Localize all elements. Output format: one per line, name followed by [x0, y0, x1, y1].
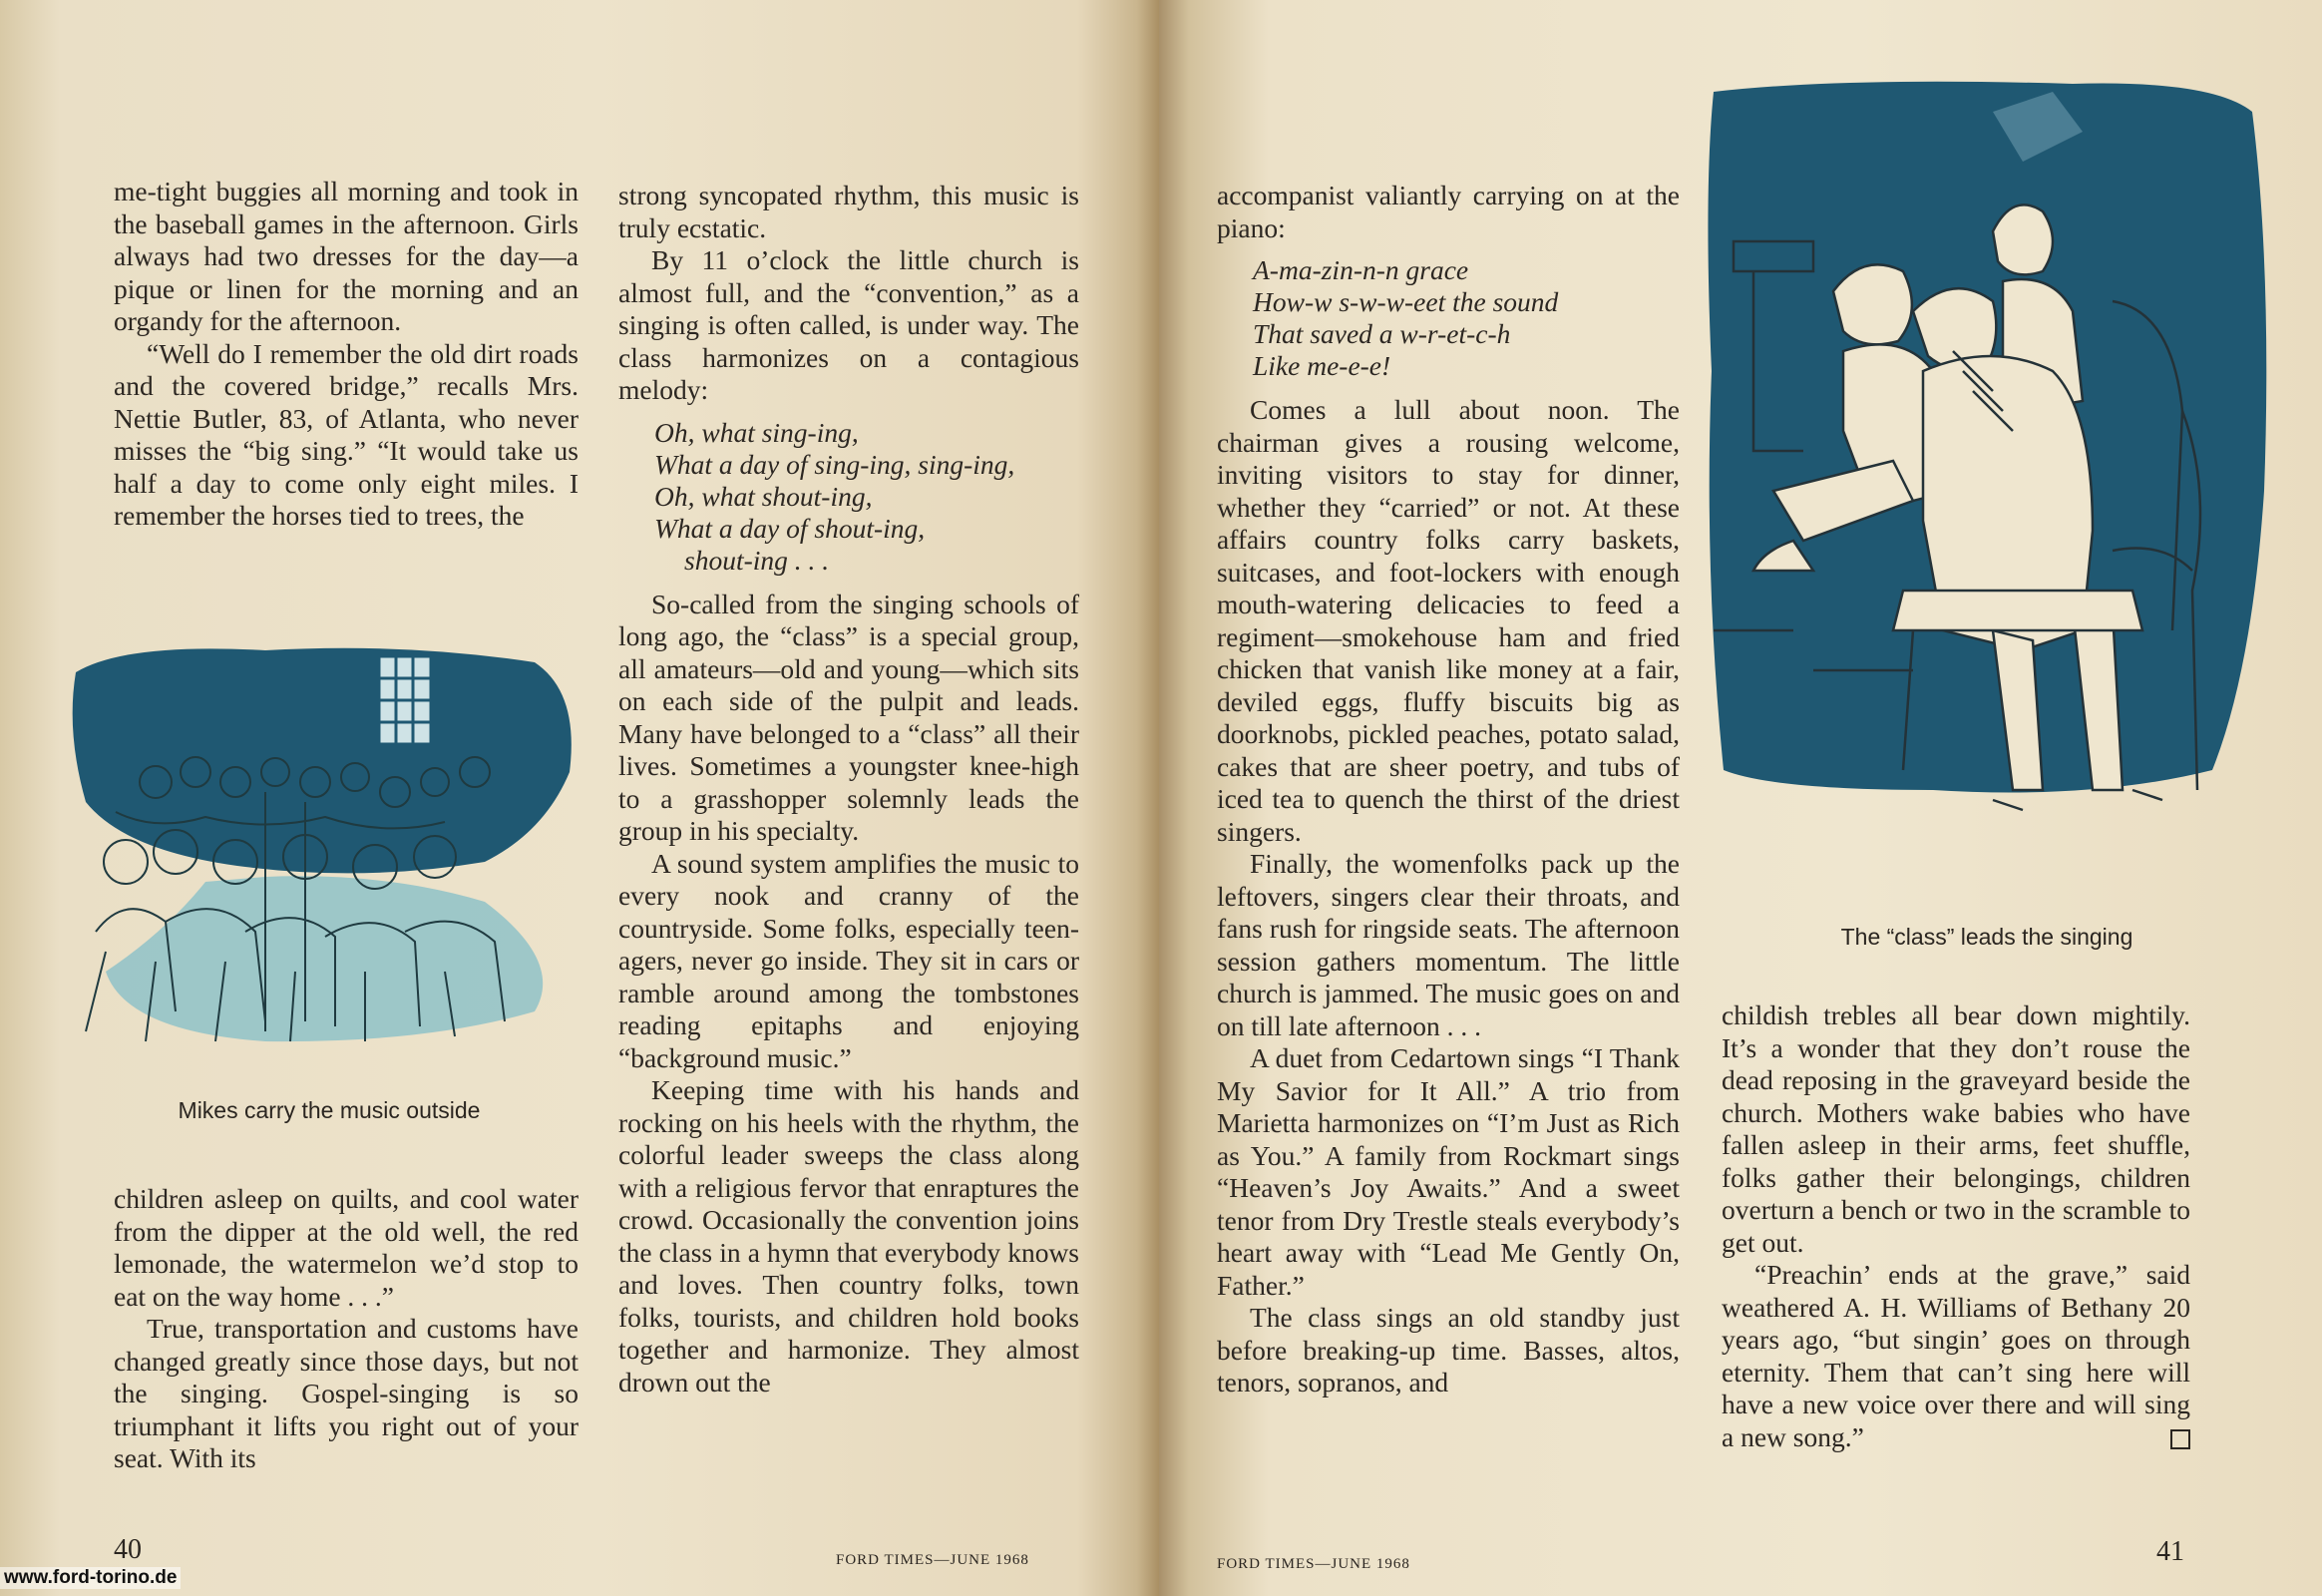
watermark-text: www.ford-torino.de — [0, 1567, 181, 1589]
verse-line: What a day of sing-ing, sing-ing, — [654, 448, 1015, 480]
page-number-right: 41 — [2156, 1536, 2184, 1567]
verse-singing — [654, 417, 1079, 577]
left-column-1-bottom — [114, 1183, 579, 1475]
footer-left: FORD TIMES—JUNE 1968 — [836, 1552, 1029, 1568]
right-column-1 — [1217, 180, 1680, 1399]
paragraph: “Well do I remember the old dirt roads and the covered bridge,” recalls Mrs. Nettie Butler, 83, of Atlanta, who never misses the “big sing.” “It would take us half a day to come only eight miles. I remember the horses tied to trees, the — [114, 337, 579, 531]
verse-line: What a day of shout-ing, — [654, 512, 926, 544]
verse-line: shout-ing . . . — [684, 544, 830, 576]
verse-amazing-grace — [1253, 254, 1680, 382]
verse-line: Like me-e-e! — [1253, 350, 1391, 381]
paragraph: childish trebles all bear down mightily. It’s a wonder that they don’t rouse the dead reposing in the graveyard beside the church. Mothers wake babies who have fallen asleep in their arms, feet shuffle, folks gather their belongings, children overturn a bench or two in the scramble to get out. — [1722, 999, 2190, 1258]
verse-line: A-ma-zin-n-n grace — [1253, 254, 1469, 285]
right-page — [1159, 0, 2322, 1596]
paragraph: strong syncopated rhythm, this music is truly ecstatic. — [618, 180, 1079, 243]
paragraph: A sound system amplifies the music to every nook and cranny of the countryside. Some folks, especially teen-agers, never go inside. They sit in cars or ramble around among the tombstones reading epitaphs and enjoying “background music.” — [618, 847, 1079, 1073]
paragraph-text: “Preachin’ ends at the grave,” said weathered A. H. Williams of Bethany 20 years ago, “but singin’ goes on through eternity. Them that can’t sing here will have a new voice over there and will sing a new song.” — [1722, 1259, 2190, 1452]
right-illustration-caption: The “class” leads the singing — [1840, 924, 2133, 950]
illustration-class-leads — [1694, 72, 2292, 850]
left-column-1-top — [114, 176, 579, 533]
verse-line: How-w s-w-w-eet the sound — [1253, 286, 1559, 317]
verse-line: Oh, what sing-ing, — [654, 416, 859, 448]
paragraph — [1722, 1259, 2190, 1453]
paragraph: children asleep on quilts, and cool water from the dipper at the old well, the red lemonade, the watermelon we’d stop to eat on the way home . . .” — [114, 1183, 579, 1312]
paragraph: Keeping time with his hands and rocking on his heels with the rhythm, the colorful leader sweeps the class along with a religious fervor that enraptures the crowd. Occasionally the convention joins the class in a hymn that everybody knows and loves. Then country folks, town folks, tourists, and children hold books together and harmonize. They almost drown out the — [618, 1074, 1079, 1397]
verse-line: Oh, what shout-ing, — [654, 480, 873, 512]
paragraph: A duet from Cedartown sings “I Thank My Savior for It All.” A trio from Marietta harmonizes on “I’m Just as Rich as You.” A family from Rockmart sings “Heaven’s Joy Awaits.” And a sweet tenor from Dry Trestle steals everybody’s heart away with “Lead Me Gently On, Father.” — [1217, 1042, 1680, 1301]
right-column-2 — [1722, 999, 2190, 1453]
page-number-left: 40 — [114, 1534, 142, 1565]
end-mark-icon — [2170, 1429, 2190, 1449]
paragraph: Finally, the womenfolks pack up the leftovers, singers clear their throats, and fans rush for ringside seats. The afternoon session gathers momentum. The little church is jammed. The music goes on and on till late afternoon . . . — [1217, 848, 1680, 1041]
paragraph: The class sings an old standby just before breaking-up time. Basses, altos, tenors, sopranos, and — [1217, 1302, 1680, 1397]
left-illustration-caption: Mikes carry the music outside — [178, 1097, 481, 1123]
paragraph: accompanist valiantly carrying on at the piano: — [1217, 180, 1680, 243]
paragraph: So-called from the singing schools of long ago, the “class” is a special group, all amateurs—old and young—which sits on each side of the pulpit and leads. Many have belonged to a “class” all their lives. Sometimes a youngster knee-high to a grasshopper solemnly leads the group in his specialty. — [618, 588, 1079, 846]
left-column-2 — [618, 180, 1079, 1398]
paragraph: me-tight buggies all morning and took in the baseball games in the afternoon. Girls always had two dresses for the day—a pique or linen for the morning and an organdy for the afternoon. — [114, 176, 579, 336]
footer-right: FORD TIMES—JUNE 1968 — [1217, 1556, 1410, 1572]
verse-line: That saved a w-r-et-c-h — [1253, 318, 1511, 349]
paragraph: True, transportation and customs have changed greatly since those days, but not the singing. Gospel-singing is so triumphant it lifts you right out of your seat. With its — [114, 1313, 579, 1473]
paragraph: Comes a lull about noon. The chairman gives a rousing welcome, inviting visitors to stay for dinner, whether they “carried” or not. At these affairs country folks carry baskets, suitcases, and foot-lockers with enough mouth-watering delicacies to feed a regiment—smokehouse ham and fried chicken that vanish like money at a fair, deviled eggs, fluffy biscuits big as doorknobs, pickled peaches, potato salad, cakes that are sheer poetry, and tubs of iced tea to quench the thirst of the driest singers. — [1217, 394, 1680, 847]
illustration-mikes-outside — [66, 632, 584, 1051]
paragraph: By 11 o’clock the little church is almost full, and the “convention,” as a singing is often called, is under way. The class harmonizes on a contagious melody: — [618, 244, 1079, 405]
left-page — [0, 0, 1159, 1596]
